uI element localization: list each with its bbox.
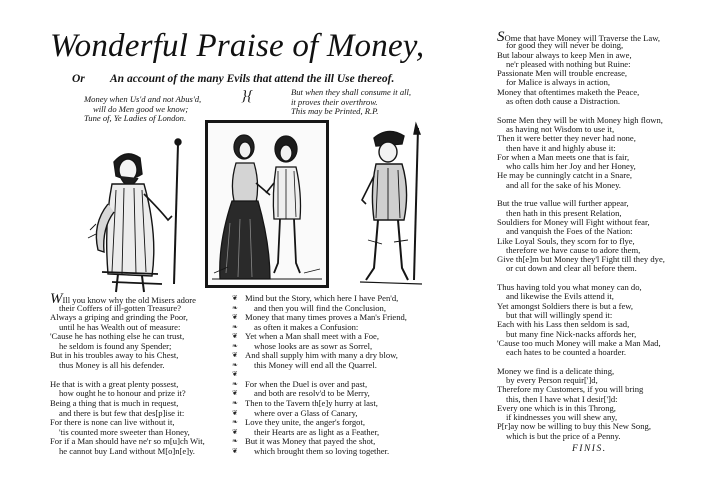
intro-right: [291, 88, 411, 117]
verse-line: Then to the Tavern th[e]y hurry at last,: [245, 398, 378, 409]
ornament-glyph: ❦: [232, 332, 238, 341]
verse-line: their Hearts are as light as a Feather,: [254, 426, 380, 437]
verse-line: Some Men they will be with Money high flown,: [497, 114, 663, 125]
verse-line: then hath in this present Relation,: [506, 207, 622, 218]
verse-line: he seldom is found any Spender;: [59, 340, 172, 351]
intro-right-line: This may be Printed, R.P.: [291, 106, 379, 117]
verse-line: and vanquish the Foes of the Nation:: [506, 226, 633, 237]
verse-line: Yet amongst Soldiers there is but a few,: [497, 300, 634, 311]
verse-line: as often doth cause a Distraction.: [506, 96, 621, 107]
verse-line: he cannot buy Land without M[o]n[e]y.: [59, 445, 195, 456]
verse-line: this, then I have what I desir[']d:: [506, 393, 618, 404]
ornament-glyph: ❦: [232, 351, 238, 360]
verse-line: But the true vallue will further appear,: [497, 198, 629, 209]
ornament-glyph: ❧: [232, 379, 238, 388]
verse-line: this Money will end all the Quarrel.: [254, 359, 377, 370]
verse-line: therefore we have cause to adore them,: [506, 244, 641, 255]
verse-line: until he has Wealth out of measure:: [59, 321, 181, 332]
ornament-glyph: ❦: [232, 427, 238, 436]
intro-left-line: will do Men good we know;: [93, 103, 189, 114]
verse-line: 'Cause too much Money will make a Man Mad,: [497, 337, 661, 348]
ornament-rail: [232, 294, 238, 456]
verse-line: He may be cunningly catcht in a Snare,: [497, 170, 633, 181]
separator-ornament: }{: [241, 88, 253, 104]
verse-line: 'Cause he has nothing else he can trust,: [50, 331, 185, 342]
ornament-glyph: ❦: [232, 446, 238, 455]
subtitle-text: An account of the many Evils that attend the ill Use thereof.: [110, 73, 395, 85]
verse-line: Being a thing that is much in request,: [50, 398, 179, 409]
ornament-glyph: ❦: [232, 294, 238, 302]
verse-line: and then you will find the Conclusion,: [254, 302, 386, 313]
verse-line: and all for the sake of his Money.: [506, 179, 621, 190]
verse-line: which brought them so loving together.: [254, 445, 390, 456]
dropcap-w: W: [50, 291, 63, 307]
verse-line: Then it were better they never had none,: [497, 133, 636, 144]
ornament-glyph: ❧: [232, 322, 238, 331]
verse-line: Passionate Men will trouble encrease,: [497, 68, 628, 79]
subtitle: [72, 72, 394, 86]
verse-line: each hates to be counted a hoarder.: [506, 347, 627, 358]
verse-line: Each with his Lass then seldom is sad,: [497, 319, 630, 330]
verse-line: whose looks are as sowr as Sorrel,: [254, 340, 373, 351]
verse-line: Yet when a Man shall meet with a Foe,: [245, 331, 379, 342]
verse-line: and there is but few that des[p]ise it:: [59, 407, 185, 418]
verse-column-1: [50, 291, 205, 456]
verse-line: then have it and highly abuse it:: [506, 142, 616, 153]
intro-right-line: But when they shall consume it all,: [291, 87, 412, 97]
ornament-glyph: ❧: [232, 437, 238, 446]
verse-column-2: [245, 294, 407, 456]
verse-line: And shall supply him with many a dry blow,: [245, 350, 398, 361]
miser-woodcut: [82, 124, 194, 294]
soldier-woodcut: [352, 120, 434, 290]
verse-line: as often it makes a Confusion:: [254, 321, 359, 332]
verse-line: Therefore my Customers, if you will bring: [497, 384, 644, 395]
verse-line: by every Person requir[']d,: [506, 374, 598, 385]
verse-line: Money that oftentimes maketh the Peace,: [497, 86, 640, 97]
verse-line: ne'r pleased with nothing but Ruine:: [506, 58, 631, 69]
verse-line: Like Loyal Souls, they scorn for to flye,: [497, 235, 635, 246]
ornament-glyph: ❦: [232, 370, 238, 379]
verse-line-text: Ill you know why the old Misers adore: [62, 295, 196, 305]
couple-woodcut: [208, 123, 326, 285]
verse-line: 'tis counted more sweeter than Honey,: [59, 426, 190, 437]
verse-line: P[r]ay now be willing to buy this New Song,: [497, 421, 651, 432]
verse-line: if kindnesses you will shew any,: [506, 412, 618, 423]
ornament-glyph: ❦: [232, 408, 238, 417]
verse-line: Souldiers for Money will Fight without fear,: [497, 216, 650, 227]
verse-line-text: Ome that have Money will Traverse the Law,: [504, 33, 661, 43]
verse-line: Money we find is a delicate thing,: [497, 365, 615, 376]
verse-line: Love they unite, the anger's forgot,: [245, 417, 365, 428]
verse-line: But in his troubles away to his Chest,: [50, 350, 179, 361]
verse-line: For when a Man meets one that is fair,: [497, 151, 630, 162]
ornament-glyph: ❦: [232, 389, 238, 398]
subtitle-or: Or: [72, 73, 85, 85]
verse-line: For when the Duel is over and past,: [245, 378, 368, 389]
verse-line: their Coffers of ill-gotten Treasure?: [59, 302, 182, 313]
verse-line: thus Money is all his defender.: [59, 359, 165, 370]
ornament-glyph: ❧: [232, 418, 238, 427]
verse-line: Mind but the Story, which here I have Pen'd,: [245, 293, 399, 303]
verse-line: For there is none can live without it,: [50, 417, 175, 428]
ornament-glyph: ❧: [232, 303, 238, 312]
verse-line: for Malice is always in action,: [506, 77, 611, 88]
verse-line: Give th[e]m but Money they'l Fight till they dye,: [497, 254, 665, 265]
verse-line: Thus having told you what money can do,: [497, 282, 642, 293]
verse-line: and likewise the Evils attend it,: [506, 291, 614, 302]
ornament-glyph: ❧: [232, 341, 238, 350]
verse-line: but that will willingly spend it:: [506, 309, 613, 320]
verse-column-3: [497, 29, 665, 441]
verse-line: who calls him her Joy and her Honey,: [506, 161, 636, 172]
intro-left-line: Money when Us'd and not Abus'd,: [84, 94, 202, 104]
verse-line: For if a Man should have ne'r so m[u]ch Wit,: [50, 436, 205, 447]
verse-line: Every one which is in this Throng,: [497, 402, 616, 413]
verse-line: Always a griping and grinding the Poor,: [50, 312, 188, 323]
verse-line: for good they will never be doing,: [506, 40, 624, 51]
intro-left: [84, 95, 201, 124]
intro-left-line: Tune of, Ye Ladies of London.: [84, 113, 187, 124]
verse-line: Money that many times proves a Man's Friend,: [245, 312, 407, 323]
ornament-glyph: ❧: [232, 399, 238, 408]
verse-line: But labour always to keep Men in awe,: [497, 49, 632, 60]
verse-line: But it was Money that payed the shot,: [245, 436, 376, 447]
broadside-title: Wonderful Praise of Money,: [50, 28, 425, 64]
dropcap-s: S: [497, 29, 505, 45]
verse-line: where over a Glass of Canary,: [254, 407, 358, 418]
ornament-glyph: ❦: [232, 313, 238, 322]
intro-right-line: it proves their overthrow.: [291, 96, 378, 107]
verse-line: how ought he to honour and prize it?: [59, 388, 186, 399]
verse-line: as having not Wisdom to use it,: [506, 123, 615, 134]
ornament-glyph: ❧: [232, 360, 238, 369]
verse-line: which is but the price of a Penny.: [506, 430, 621, 441]
finis-mark: FINIS.: [572, 444, 607, 454]
verse-line: or cut down and clear all before them.: [506, 263, 637, 274]
verse-line: but many fine Nick-nacks affords her,: [506, 328, 637, 339]
verse-line: and both are resolv'd to be Merry,: [254, 388, 370, 399]
verse-line: He that is with a great plenty possest,: [50, 378, 179, 389]
